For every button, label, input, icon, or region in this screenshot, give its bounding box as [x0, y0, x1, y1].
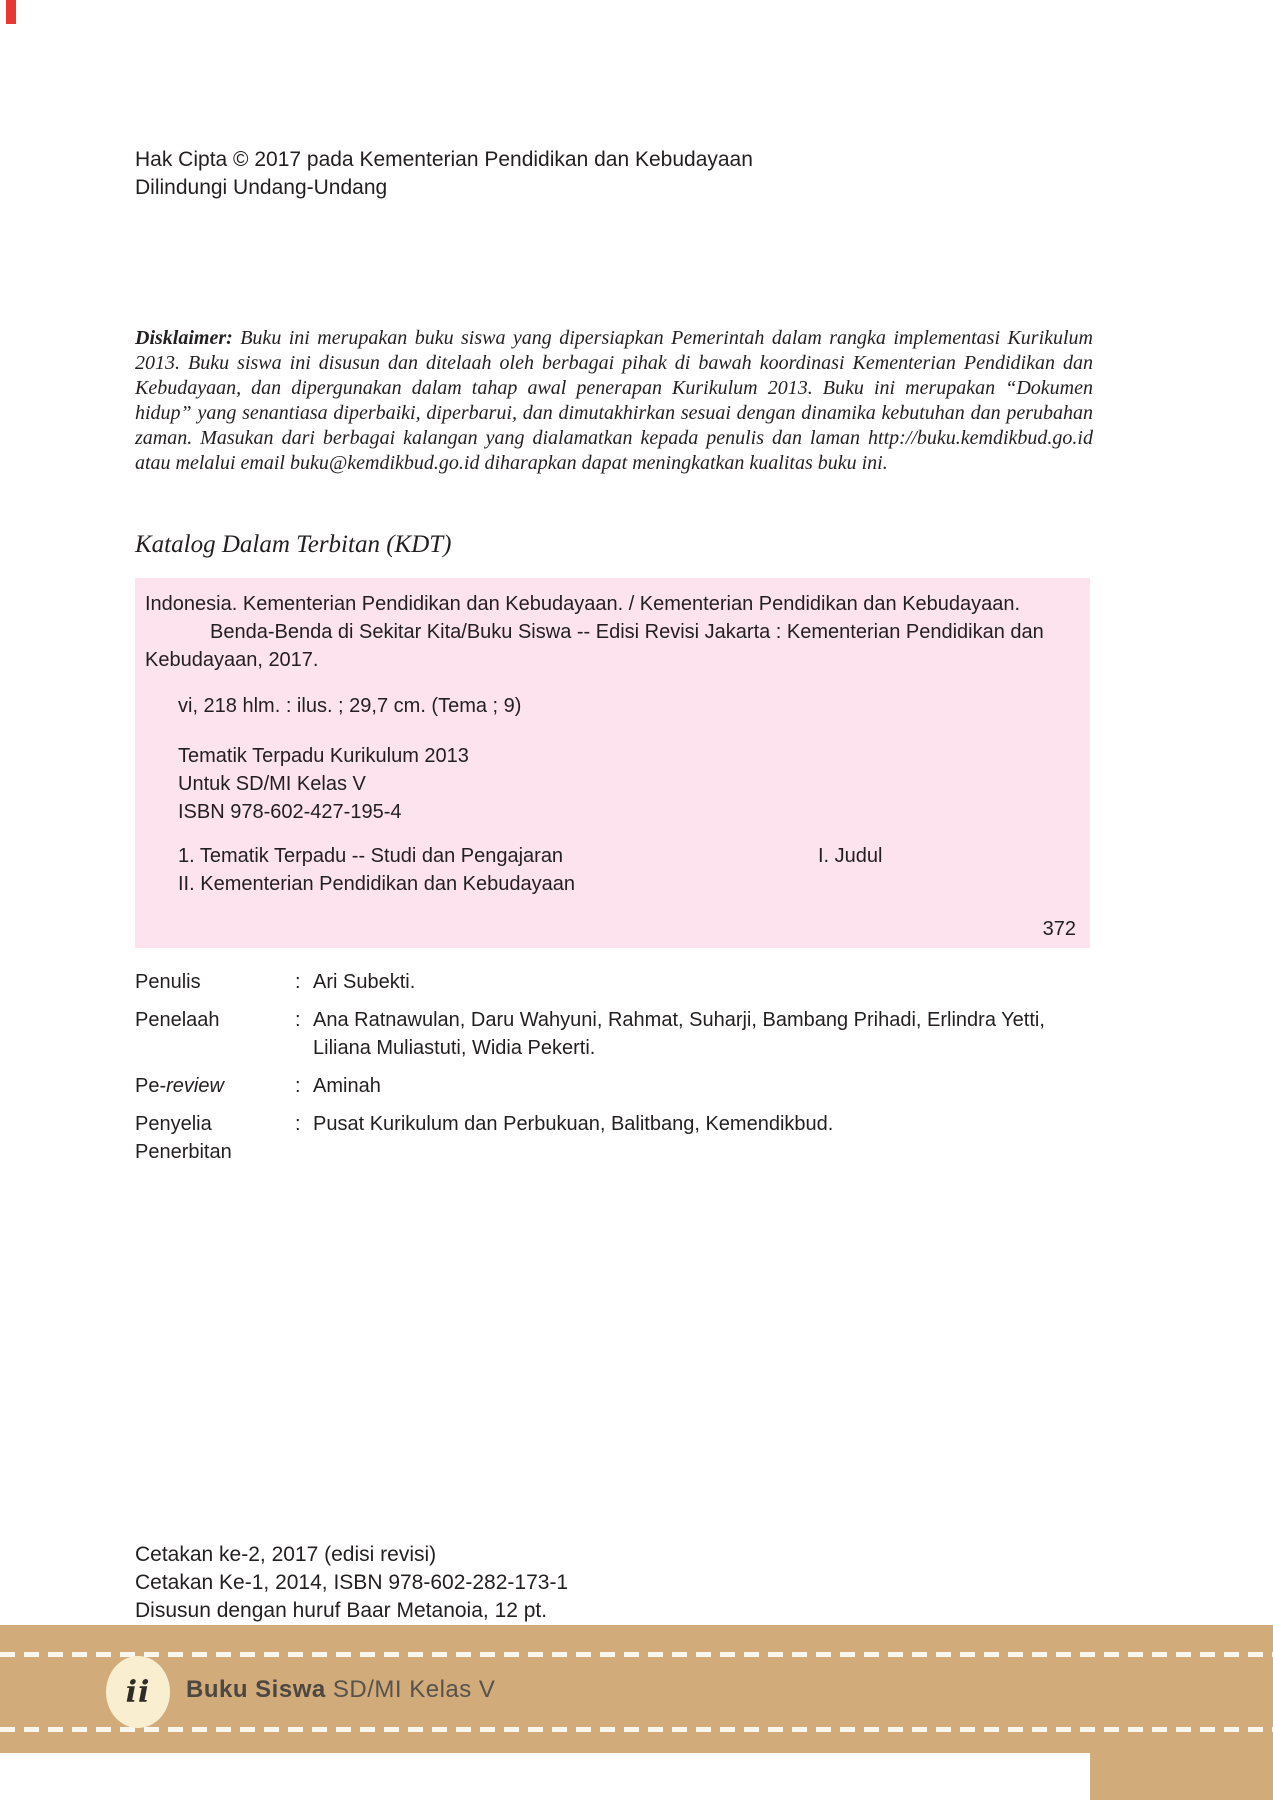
credit-label: Penyelia Penerbitan	[135, 1113, 232, 1163]
kdt-catalog-box	[135, 578, 1090, 948]
credit-colon: :	[295, 1113, 301, 1135]
credit-colon: :	[295, 971, 301, 993]
credit-label: Pe-review	[135, 1075, 224, 1097]
credit-label: Penulis	[135, 971, 201, 993]
credit-value: Ari Subekti.	[313, 971, 416, 993]
footer-book-label-rest: SD/MI Kelas V	[325, 1676, 496, 1703]
kdt-main-entry-line1: Indonesia. Kementerian Pendidikan dan Kebudayaan. / Kementerian Pendidikan dan Kebudayaan.	[145, 593, 1021, 615]
kdt-series-audience: Untuk SD/MI Kelas V	[178, 773, 366, 795]
page-number: ii	[125, 1674, 151, 1710]
copyright-line1: Hak Cipta © 2017 pada Kementerian Pendidikan dan Kebudayaan	[135, 148, 753, 171]
copyright-notice	[135, 146, 753, 202]
footer-dashed-line-top	[0, 1652, 1273, 1657]
credit-row-penyelia	[135, 1110, 1093, 1166]
kdt-subject-row	[178, 842, 1076, 870]
footer-dashed-line-bottom	[0, 1727, 1273, 1732]
kdt-main-entry-line2: Benda-Benda di Sekitar Kita/Buku Siswa -- Edisi Revisi Jakarta : Kementerian Pendidikan dan	[210, 621, 1044, 643]
credit-colon: :	[295, 1075, 301, 1097]
edition-line3: Disusun dengan huruf Baar Metanoia, 12 pt.	[135, 1599, 548, 1622]
footer-book-label-bold: Buku Siswa	[186, 1676, 326, 1703]
kdt-heading: Katalog Dalam Terbitan (KDT)	[135, 531, 452, 558]
credit-value: Pusat Kurikulum dan Perbukuan, Balitbang, Kemendikbud.	[313, 1113, 834, 1135]
credit-row-penulis	[135, 968, 1093, 996]
page-number-badge	[106, 1656, 170, 1728]
kdt-series-title: Tematik Terpadu Kurikulum 2013	[178, 745, 469, 767]
credit-value: Ana Ratnawulan, Daru Wahyuni, Rahmat, Suharji, Bambang Prihadi, Erlindra Yetti, Liliana Muliastuti, Widia Pekerti.	[313, 1009, 1045, 1059]
credit-colon: :	[295, 1009, 301, 1031]
edition-info	[135, 1541, 568, 1625]
kdt-ddc-number: 372	[1042, 918, 1076, 940]
copyright-line2: Dilindungi Undang-Undang	[135, 176, 388, 199]
disclaimer-paragraph	[135, 326, 1093, 476]
credit-row-pereview	[135, 1072, 1093, 1100]
disclaimer-label: Disklaimer:	[135, 327, 233, 349]
credits-list	[135, 968, 1093, 1166]
red-registration-mark	[6, 0, 16, 24]
kdt-isbn: ISBN 978-602-427-195-4	[178, 801, 402, 823]
kdt-collation: vi, 218 hlm. : ilus. ; 29,7 cm. (Tema ; 9)	[178, 695, 522, 717]
kdt-subject-2: II. Kementerian Pendidikan dan Kebudayaan	[178, 873, 575, 895]
credit-row-penelaah	[135, 1006, 1093, 1062]
disclaimer-body: Buku ini merupakan buku siswa yang dipersiapkan Pemerintah dalam rangka implementasi Kurikulum 2013. Buku siswa ini disusun dan ditelaah oleh berbagai pihak di bawah koordinasi Kementerian Pendidikan dan Kebudayaan, dan dipergunakan dalam tahap awal penerapan Kurikulum 2013. Buku ini merupakan “Dokumen hidup” yang senantiasa diperbaiki, diperbarui, dan dimutakhirkan sesuai dengan dinamika kebutuhan dan perubahan zaman. Masukan dari berbagai kalangan yang dialamatkan kepada penulis dan laman http://buku.kemdikbud.go.id atau melalui email buku@kemdikbud.go.id diharapkan dapat meningkatkan kualitas buku ini.	[135, 327, 1094, 474]
edition-line1: Cetakan ke-2, 2017 (edisi revisi)	[135, 1543, 437, 1566]
edition-line2: Cetakan Ke-1, 2014, ISBN 978-602-282-173-1	[135, 1571, 569, 1594]
credit-value: Aminah	[313, 1075, 381, 1097]
kdt-title-entry: I. Judul	[818, 845, 883, 867]
kdt-main-entry-line3: Kebudayaan, 2017.	[145, 649, 319, 671]
footer-book-label	[186, 1676, 495, 1704]
kdt-subject-1: 1. Tematik Terpadu -- Studi dan Pengajaran	[178, 845, 564, 867]
credit-label: Penelaah	[135, 1009, 220, 1031]
